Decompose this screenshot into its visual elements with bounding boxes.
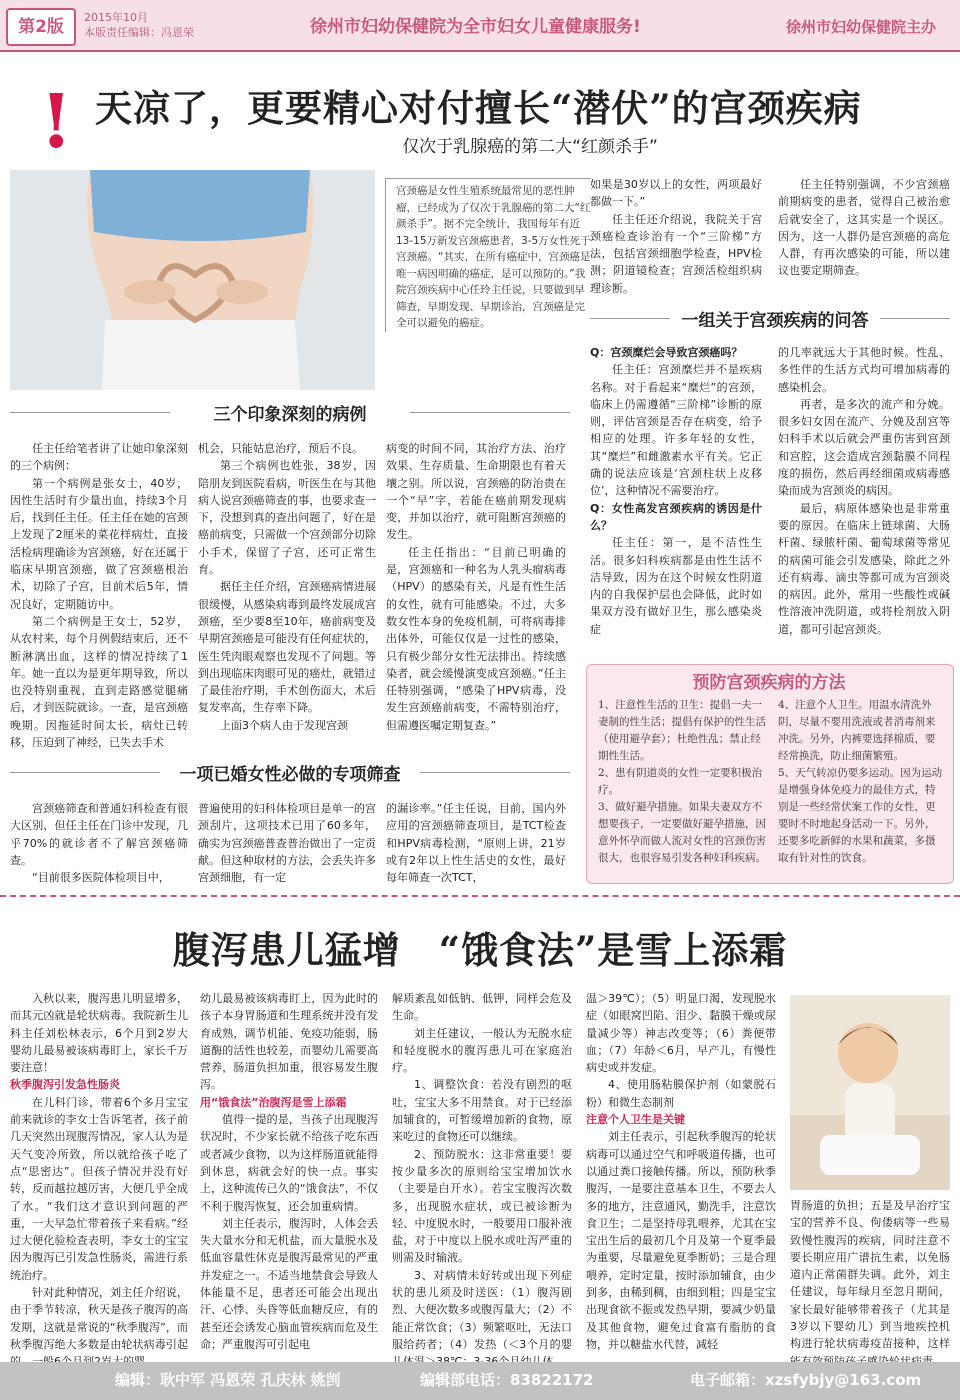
prevention-item: 2、患有阴道炎的女性一定要积极治疗。 xyxy=(598,767,763,796)
paragraph: 的漏诊率。”任主任说，目前，国内外应用的宫颈癌筛查项目，是TCT检查和HPV病毒检测，“原则上讲，21岁或有2年以上性生活史的女性，最好每年筛查一次TCT， xyxy=(386,802,566,885)
paragraph: 宫颈癌筛查和普通妇科检查有很大区别，但任主任在门诊中发现，几乎70%的就诊者不了解宫颈癌筛查。 xyxy=(10,802,188,867)
article-divider xyxy=(0,895,960,897)
section-heading-screening: 一项已婚女性必做的专项筛查 xyxy=(160,760,420,785)
qa-column-2 xyxy=(778,344,950,638)
paragraph: 第三个病例也姓张，38岁，因陪朋友到医院看病，听医生在与其他病人说宫颈癌筛查的事，也要求查一下，没想到真的查出问题了，好在是癌前病变，只需做一个宫颈部分切除小手术，保留了子宫，还可正常生育。 xyxy=(198,459,376,577)
screening-column-2 xyxy=(198,800,376,886)
footer-phone: 编辑部电话：83822172 xyxy=(420,1371,594,1389)
subheading: 用“饿食法”治腹泻是雪上添霜 xyxy=(200,1095,347,1109)
header-rule xyxy=(0,50,960,52)
header-organizer: 徐州市妇幼保健院主办 xyxy=(786,18,937,36)
photo-illustration xyxy=(790,995,950,1190)
prevention-item: 1、注意性生活的卫生：提倡一夫一妻制的性生活；提倡有保护的性生活（使用避孕套）；杜绝性乱；禁止经期性生活。 xyxy=(598,699,766,762)
question: Q：女性高发宫颈疾病的诱因是什么？ xyxy=(590,501,762,532)
paragraph: 1、调整饮食：若没有剧烈的呕吐，宝宝大多不用禁食。对于已经添加辅食的，可暂缓增加新的食物，原来吃过的食物还可以继续。 xyxy=(392,1078,572,1144)
paragraph: 胃肠道的负担；五是及早治疗宝宝的营养不良、佝偻病等一些易致慢性腹泻的疾病，同时注意不要长期应用广谱抗生素，以免肠道内正常菌群失调。此外，刘主任建议，每年绿月至忽月期间，家长最好能够带着孩子（尤其是3岁以下婴幼儿）到当地疾控机构进行轮状病毒疫苗接种，这样 xyxy=(790,1199,950,1351)
paragraph: 任主任给笔者讲了让她印象深刻的三个病例： xyxy=(10,442,188,473)
cases-column-1 xyxy=(10,440,188,751)
paragraph: 2、预防脱水：这非常重要！要按少量多次的原则给宝宝增加饮水（主要是白开水）。若宝宝腹泻次数多，出现脱水症状，或已被诊断为轻、中度脱水时，一般要用口服补液盐，对于中度以上脱水或吐泻严重的则需及时输液。 xyxy=(392,1147,572,1265)
edition-badge: 第2版 xyxy=(6,8,76,46)
diarrhea-column-2 xyxy=(200,990,378,1353)
footer-email: 电子邮箱：xzsfybjy@163.com xyxy=(690,1371,922,1389)
paragraph: 在儿科门诊，带着6个多月宝宝前来就诊的李女士告诉笔者，孩子前几天突然出现腹泻情况，家人认为是天气变冷所致，所以就给孩子吃了点“思密达”。但孩子情况并没有好转，反而越拉越厉害，大便几乎全成了水。“我们这才意识到问题的严重，一大早急忙带着孩子来看病。”经过大便化验检查表明，李女士的宝宝因为腹泻已引发急性肠炎，需进行系统治疗。 xyxy=(10,1095,188,1282)
paragraph: 机会，只能姑息治疗，预后不良。 xyxy=(198,442,363,455)
paragraph: 入秋以来，腹泻患儿明显增多，而其元凶就是轮状病毒。我院新生儿科主任刘松林表示，6个月到2岁大婴幼儿最易被该病毒盯上，家长千万要注意！ xyxy=(10,992,188,1075)
photo-illustration xyxy=(10,170,375,390)
section-heading-cases: 三个印象深刻的病例 xyxy=(170,400,410,425)
paragraph: 针对此种情况，刘主任介绍说，由于季节转凉，秋天是孩子腹泻的高发期，这就是常说的“秋季腹泻”，而秋季腹泻绝大多数是由轮状病毒引起 xyxy=(10,1286,188,1351)
answer: 任主任：第一，是不洁性生活。很多妇科疾病都是由性生活不洁导致，因为在这个时候女性阴道内的自我保护层也会降低，此时如果双方没有做好卫生，那么感染炎症 xyxy=(590,536,762,636)
header-meta xyxy=(84,10,194,40)
paragraph: 任主任特别强调，不少宫颈癌前期病变的患者，觉得自己被治愈后就安全了，这其实是一个误区。因为，这一人群仍是宫颈癌的高危人群，有再次感染的可能，所以建议也要定期筛查。 xyxy=(778,178,950,278)
paragraph: 4、使用肠粘膜保护剂（如蒙脱石粉）和微生态制剂 xyxy=(586,1078,776,1109)
exclamation-icon: ! xyxy=(40,79,73,165)
question: Q：宫颈糜烂会导致宫颈癌吗？ xyxy=(590,346,743,359)
paragraph: 普遍使用的妇科体检项目是单一的宫颈刮片，这项技术已用了60多年，确实为宫颈癌普查普治做出了一定贡献。但这种取材的方法，会丢失许多宫颈细胞，有一定 xyxy=(198,802,376,885)
paragraph: 最后，病原体感染也是非常重要的原因。在临床上链球菌、大肠杆菌、绿脓杆菌、葡萄球菌等常见的病菌可能会引发感染，除此之外还有病毒、滴虫等都可成为宫颈炎的病因。此外，常用一些酸性或碱性溶液冲洗阴道，或将栓剂放入阴道，都可引起宫颈炎。 xyxy=(778,501,950,636)
diarrhea-column-1 xyxy=(10,990,188,1371)
article1-subtitle: 仅次于乳腺癌的第二大“红颜杀手” xyxy=(402,137,658,157)
answer: 任主任：宫颈糜烂并不是疾病名称。对于看起来“糜烂”的宫颈，临床上仍需遵循“三阶梯”诊断的原则，评估宫颈是否存在病变，给予相应的处理。许多年轻的女性，其“糜烂”和雌激素水平有关。它正确的说法应该是‘宫颈柱状上皮移位’，这种情况不需要治疗。 xyxy=(590,363,762,498)
paragraph: 3、对病情未好转或出现下列症状的患儿须及时送医：（1）腹泻剧烈、大便次数多或腹泻量大；（2）不能正常饮食；（3）频繁呕吐，无法口服给药者；（4）发热（＜3个月的婴 xyxy=(392,1268,572,1351)
header-slogan: 徐州市妇幼保健院为全市妇女儿童健康服务! xyxy=(310,17,641,37)
paragraph: 刘主任建议，一般认为无脱水症和轻度脱水的腹泻患儿可在家庭治疗。 xyxy=(392,1026,572,1075)
article2-title: 腹泻患儿猛增 “饿食法”是雪上添霜 xyxy=(172,928,788,972)
article1-title: 天凉了，更要精心对付擅长“潜伏”的宫颈疾病 xyxy=(95,86,862,130)
paragraph: 幼儿最易被该病毒盯上，因为此时的孩子本身胃肠道和生理系统并没有发育成熟，调节机能、免疫功能弱，肠道酶的活性也较差，而婴幼儿需要高营养，肠道负担加重，很容易发生腹泻。 xyxy=(200,992,378,1092)
prevention-item: 4、注意个人卫生。用温水清洗外阴，尽量不要用洗液或者消毒剂来冲洗。另外，内裤要选择棉质，要经常换洗，防止细菌繁殖。 xyxy=(778,699,936,762)
qa-column-1 xyxy=(590,344,762,638)
paragraph: 刘主任表示，引起秋季腹泻的轮状病毒可以通过空气和呼吸道传播，也可以通过粪口接触传播。所以，预防秋季腹泻，一是要注意基本卫生，不要去人多的地方，注意通风，勤洗手，注意饮食卫生；二是坚持母乳喂养，尤其在宝宝出生后的最初几个月及第一个夏季最为重要，尽量避免夏季断奶；三是合理喂养，定时定量，按时添加辅食，由少到多，由稀到稠，由细到粗；四是宝宝出现食欲不振或发热早期，要减少奶量及其他食物，避免过食富有脂肪的食物，并以糖盐水代替，减轻 xyxy=(586,1130,776,1351)
footer-editors: 编辑：耿中军 冯恩荣 孔庆林 姚剀 xyxy=(115,1371,341,1389)
paragraph: 解质紊乱如低钠、低钾，同样会危及生命。 xyxy=(392,992,572,1023)
prevention-column-right xyxy=(778,697,944,867)
subheading: 秋季腹泻引发急性肠炎 xyxy=(10,1078,120,1092)
cases-column-2 xyxy=(198,440,376,734)
paragraph: 任主任指出：“目前已明确的是，宫颈癌和一种名为人乳头瘤病毒（HPV）的感染有关，凡是有性生活的女性，就有可能感染。不过，大多数女性本身的免疫机制，可将病毒排出体外，可能仅仅是一过性的感染，只有极少部分女性无法排出。持续感染者，就会缓慢演变成宫颈癌。”任主任特别强调，“感染了HPV病毒，没发生宫颈癌前病变，不需特别治疗，但需遵医嘱定期复查。” xyxy=(386,545,566,732)
baby-photo xyxy=(790,995,950,1190)
woman-heart-hands-photo xyxy=(10,170,375,390)
paragraph: 温＞39℃）；（5）明显口渴，发现脱水症（如眼窝凹陷、泪少、黏膜干燥或尿量减少等）神志改变等；（6）粪便带血；（7）年龄＜6月，早产儿，有慢性病史或并发症。 xyxy=(586,992,776,1075)
paragraph: 如果是30岁以上的女性，两项最好都做一下。” xyxy=(590,178,762,209)
paragraph: 任主任还介绍说，我院关于宫颈癌检查诊治有一个“三阶梯”方法，包括宫颈细胞学检查，HPV检测；阴道镜检查；宫颈活检组织病理诊断。 xyxy=(590,212,762,295)
screening-column-advice xyxy=(778,176,950,280)
page-editor: 本版责任编辑：冯恩荣 xyxy=(84,26,194,39)
paragraph: 值得一提的是，当孩子出现腹泻状况时，不少家长就不给孩子吃东西或者减少食物，以为这样肠道就能得到休息，病就会好的快一点。事实上，这种流传已久的“饿食法”，不仅不利于腹泻恢复，还会加重病情。 xyxy=(200,1113,378,1213)
subheading: 注意个人卫生是关键 xyxy=(586,1113,685,1127)
paragraph: “目前很多医院体检项目中， xyxy=(32,871,170,885)
prevention-item: 5、天气转凉仍要多运动。因为运动是增强身体免疫力的最佳方式，特别是一些经常伏案工作的女性，更要时不时地起身活动一下。另外，还要多吃新鲜的水果和蔬菜，多摄取有针对性的饮食。 xyxy=(778,767,943,864)
prevention-item: 3、做好避孕措施。如果夫妻双方不想要孩子，一定要做好避孕措施，因意外怀孕而做人流对女性的宫颈伤害很大，也很容易引发各种妇科疾病。 xyxy=(598,801,766,864)
cases-column-3 xyxy=(386,440,566,734)
screening-column-continued xyxy=(590,176,762,297)
paragraph: 病变的时间不同，其治疗方法、治疗效果、生存质量、生命期限也有着天壤之别。所以说，宫颈癌的防治贵在一个“早”字，若能在癌前期发现病变，并加以治疗，就可阻断宫颈癌的发生。 xyxy=(386,442,566,542)
diarrhea-column-3 xyxy=(392,990,572,1371)
paragraph: 的几率就远大于其他时候。性乱、多性伴的生活方式均可增加病毒的感染机会。 xyxy=(778,346,950,394)
prevention-title: 预防宫颈疾病的方法 xyxy=(692,673,846,693)
paragraph: 第二个病例是王女士，52岁，从农村来，每个月例假结束后，还不断淋漓出血，这样的情况持续了1年。她一直以为是更年期导致，所以也没特别重视，直到走路感觉腿痛后，才到医院就诊。一查，是宫颈癌晚期。因拖延时间太长，病灶已转移，压迫到了神经，已失去手术 xyxy=(10,614,188,750)
paragraph: 再者，是多次的流产和分娩。很多妇女因在流产、分娩及刮宫等妇科手术以后就会严重伤害到宫颈和宫腔，这会造成宫颈黏膜不同程度的损伤，然后再经细菌或病毒感染而成为宫颈炎的病因。 xyxy=(778,397,950,498)
paragraph: 据任主任介绍，宫颈癌病情进展很缓慢，从感染病毒到最终发展成宫颈癌，至少要8至10年，癌前病变及早期宫颈癌是可能没有任何症状的，医生凭肉眼观察也发现不了问题。等到出现临床肉眼可见的癌灶，就错过了最佳治疗期，手术创伤面大，术后复发率高，生存率下降。 xyxy=(198,580,376,715)
diarrhea-column-4 xyxy=(586,990,776,1353)
section-heading-qa: 一组关于宫颈疾病的问答 xyxy=(670,306,880,331)
paragraph: 上面3个病人由于发现宫颈 xyxy=(220,718,348,732)
screening-column-3 xyxy=(386,800,566,886)
paragraph: 刘主任表示，腹泻时，人体会丢失大量水分和无机盐，而大量脱水及低血容量性休克是腹泻最常见的严重并发症之一。不适当地禁食会导致人体能量不足，患者还可能会出现出汗、心悸、头昏等低血糖反应，有的甚至还会诱发心脑血管疾病而危及生命；严重腹泻可引起电 xyxy=(200,1216,378,1351)
diarrhea-column-5 xyxy=(790,1197,950,1370)
prevention-column-left xyxy=(598,697,766,867)
paragraph: 第一个病例是张女士，40岁，因性生活时有少量出血，持续3个月后，找到任主任。任主任在她的宫颈上发现了2厘米的菜花样病灶，直接活检病理确诊为宫颈癌，好在还属于临床早期宫颈癌，做了宫颈癌根治术，切除了子宫，目前术后5年，情况良好，定期随访中。 xyxy=(10,476,188,611)
article1-intro: 宫颈癌是女性生殖系统最常见的恶性肿瘤，已经成为了仅次于乳腺癌的第二大“红颜杀手”。据不完全统计，我国每年有近13-15万新发宫颈癌患者，3-5万女性死于宫颈癌。“其实，在所有癌症中，宫颈癌是唯一病因明确的癌症，是可以预防的。”我院宫颈疾病中心任玲主任说，只要做到早筛查，早期发现、早期诊治，宫颈癌是完全可以避免的癌症。 xyxy=(385,178,591,332)
issue-date: 2015年10月 xyxy=(84,11,148,24)
screening-column-1 xyxy=(10,800,188,886)
